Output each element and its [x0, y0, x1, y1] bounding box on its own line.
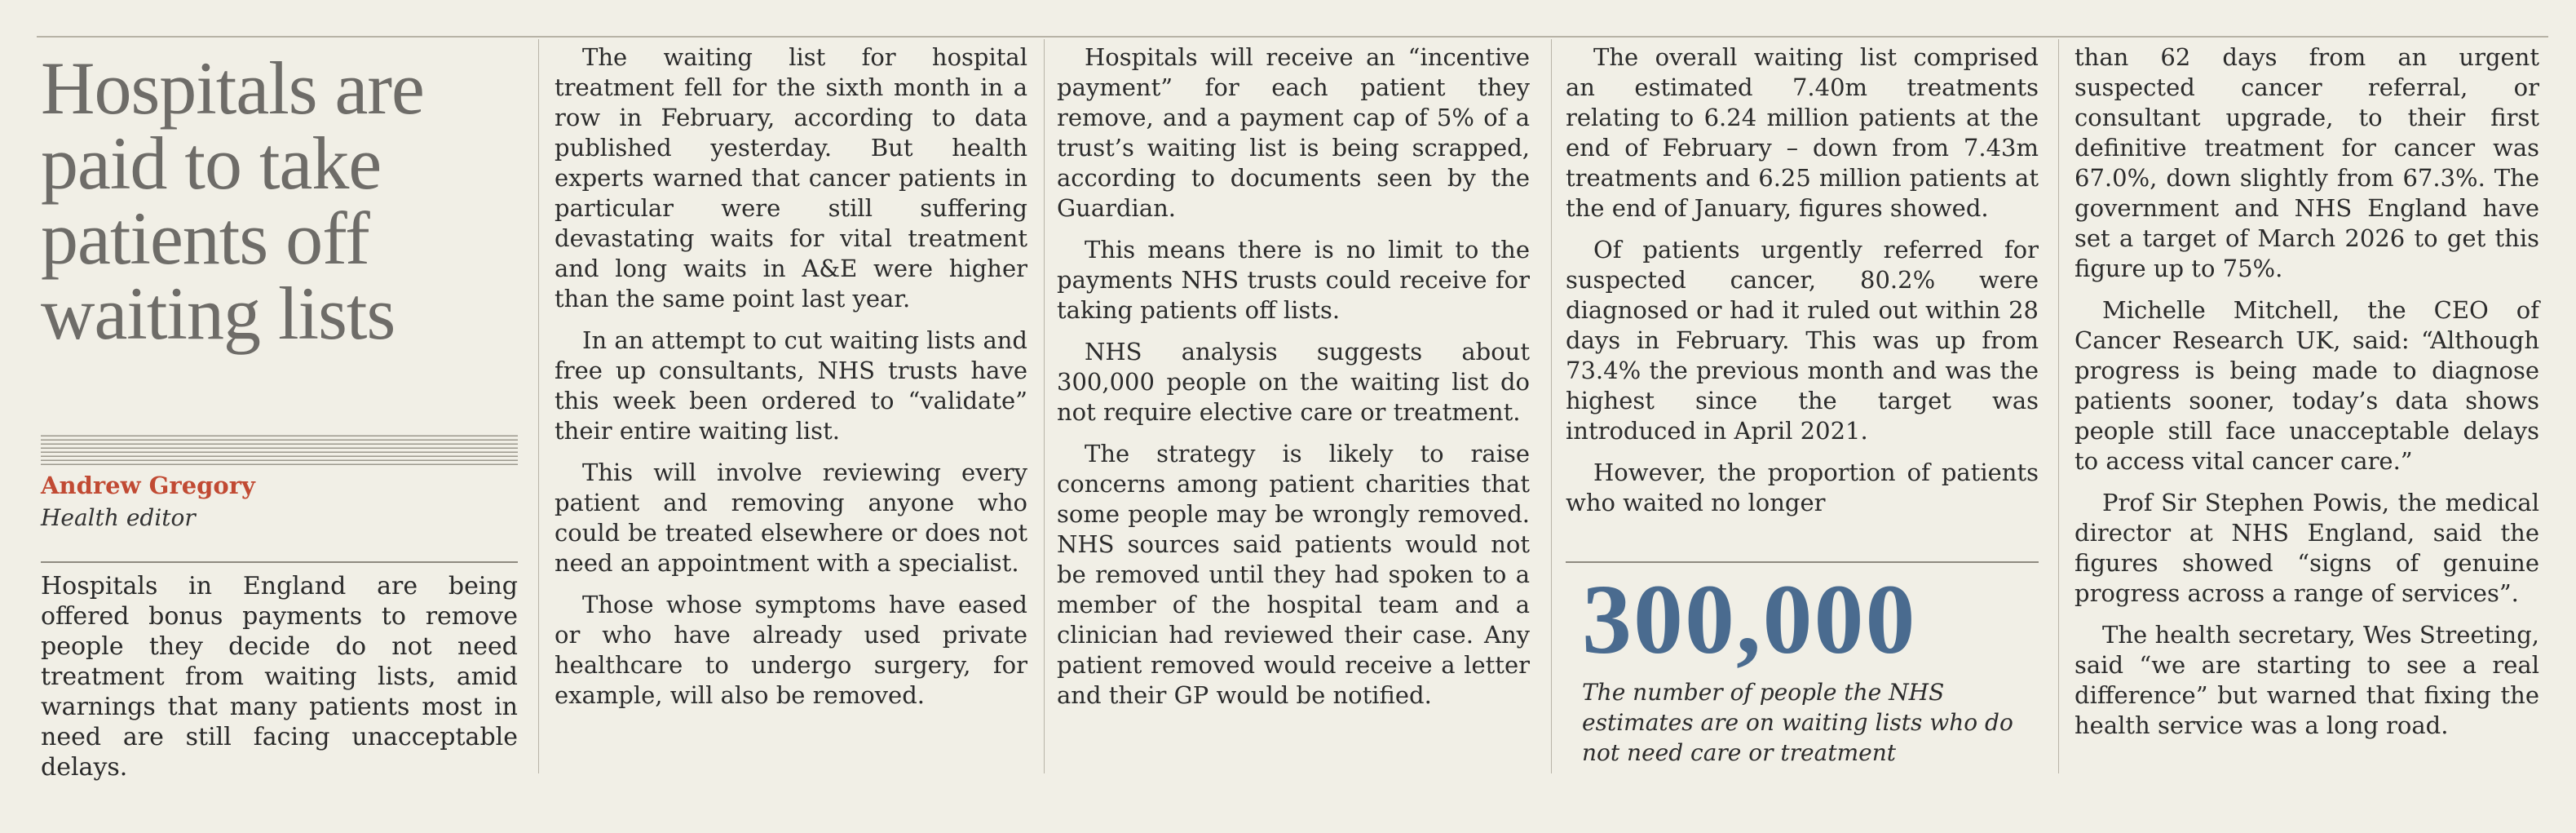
article-column-5 [2074, 42, 2539, 752]
paragraph: Those whose symptoms have eased or who have already used private healthcare to undergo surgery, for example, will also be removed. [555, 591, 1027, 709]
byline-name: Andrew Gregory [41, 472, 255, 499]
paragraph: than 62 days from an urgent suspected cancer referral, or consultant upgrade, to their first definitive treatment for cancer was 67.0%, down slightly from 67.3%. The government and NHS England have set a target of March 2026 to get this figure up to 75%. [2074, 43, 2539, 282]
headline-column [41, 42, 518, 355]
paragraph: The waiting list for hospital treatment fell for the sixth month in a row in February, according to data published yesterday. But health experts warned that cancer patients in particular were still suffering devastating waits for vital treatment and long waits in A&E were higher than the same point last year. [555, 43, 1027, 312]
article-column-2 [555, 42, 1027, 722]
byline-role: Health editor [41, 504, 196, 531]
pullquote-rule [1566, 561, 2039, 563]
paragraph: In an attempt to cut waiting lists and free up consultants, NHS trusts have this week been ordered to “validate” their entire waiting list. [555, 326, 1027, 445]
paragraph: NHS analysis suggests about 300,000 people on the waiting list do not require elective care or treatment. [1057, 338, 1530, 426]
paragraph: Prof Sir Stephen Powis, the medical director at NHS England, said the figures showed “signs of genuine progress across a range of services”. [2074, 489, 2539, 607]
article-column-4 [1566, 42, 2039, 529]
standfirst-rule [41, 561, 518, 563]
paragraph: Hospitals will receive an “incentive payment” for each patient they remove, and a payment cap of 5% of a trust’s waiting list is being scrapped, according to documents seen by the Guardian. [1057, 43, 1530, 222]
paragraph: However, the proportion of patients who waited no longer [1566, 459, 2039, 516]
paragraph: This means there is no limit to the payments NHS trusts could receive for taking patients off lists. [1057, 236, 1530, 324]
paragraph: Michelle Mitchell, the CEO of Cancer Research UK, said: “Although progress is being made to diagnose patients sooner, today’s data shows people still face unacceptable delays to access vital cancer care.” [2074, 296, 2539, 475]
top-rule [37, 36, 2548, 38]
headline: Hospitals are paid to take patients off waiting lists [41, 47, 424, 355]
pullquote-number: 300,000 [1582, 565, 1917, 675]
paragraph: The strategy is likely to raise concerns among patient charities that some people may be wrongly removed. NHS sources said patients would not be removed until they had spoken to a member of the hospital team and a clinician had reviewed their case. Any patient removed would receive a letter and their GP would be notified. [1057, 440, 1530, 709]
column-divider [2058, 39, 2059, 773]
article-column-3 [1057, 42, 1530, 722]
column-divider [1551, 39, 1552, 773]
paragraph: The overall waiting list comprised an estimated 7.40m treatments relating to 6.24 million patients at the end of February – down from 7.43m treatments and 6.25 million patients at the end of January, figures showed. [1566, 43, 2039, 222]
column-divider [1044, 39, 1045, 773]
column-divider [538, 39, 539, 773]
paragraph: This will involve reviewing every patient and removing anyone who could be treated elsewhere or does not need an appointment with a specialist. [555, 459, 1027, 577]
byline-hatch-rule [41, 434, 518, 465]
standfirst: Hospitals in England are being offered bonus payments to remove people they decide do not need treatment from waiting lists, amid warnings that many patients most in need are still facing unacceptable delays. [41, 572, 518, 782]
paragraph: Of patients urgently referred for suspected cancer, 80.2% were diagnosed or had it ruled out within 28 days in February. This was up from 73.4% the previous month and was the highest since the target was introduced in April 2021. [1566, 236, 2039, 445]
paragraph: The health secretary, Wes Streeting, said “we are starting to see a real difference” but warned that fixing the health service was a long road. [2074, 621, 2539, 739]
pullquote-caption: The number of people the NHS estimates are on waiting lists who do not need care or treatment [1582, 679, 2013, 766]
